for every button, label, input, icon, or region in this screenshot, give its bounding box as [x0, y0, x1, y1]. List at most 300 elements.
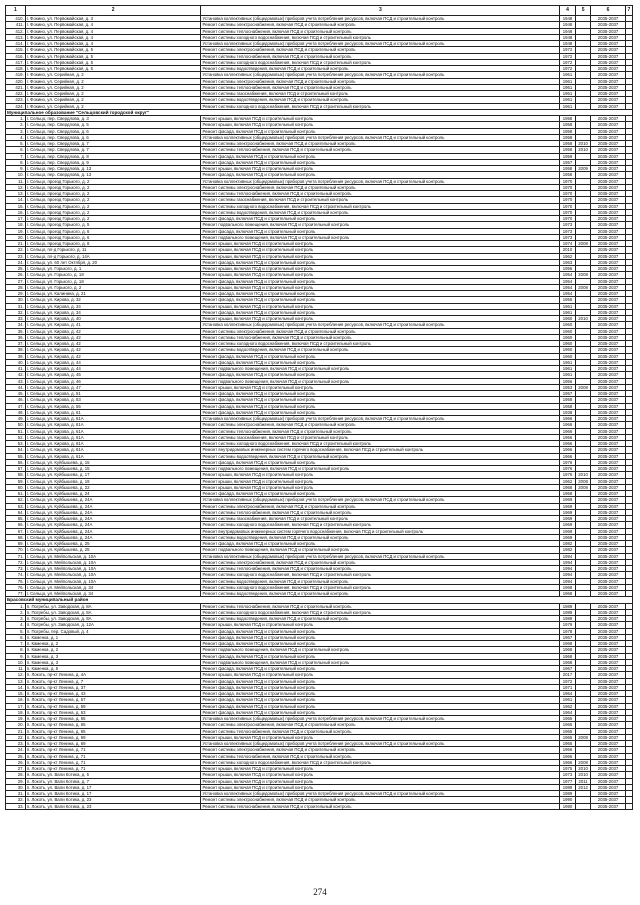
- work-type-cell: Ремонт системы электроснабжения, включая ПСД и строительный контроль: [201, 747, 560, 753]
- work-type-cell: Ремонт подвального помещения, включая ПСД и строительный контроль: [201, 378, 560, 384]
- year-built-cell: 1960: [560, 328, 576, 334]
- planned-period-cell: 2035-2037: [591, 41, 625, 47]
- work-type-cell: Ремонт фасада, включая ПСД и строительный контроль: [201, 697, 560, 703]
- work-type-cell: Ремонт фасада, включая ПСД и строительный контроль: [201, 541, 560, 547]
- last-repair-year-cell: 2010: [575, 147, 591, 153]
- row-number: 29.: [6, 778, 26, 784]
- planned-period-cell: 2035-2037: [591, 91, 625, 97]
- year-built-cell: 1958: [560, 403, 576, 409]
- planned-period-cell: 2035-2037: [591, 753, 625, 759]
- address-cell: г. Сельцо, ул. Кирова, д. 42: [25, 353, 201, 359]
- year-built-cell: 1975: [560, 766, 576, 772]
- address-cell: г. Сельцо, ул. Кирова, д. 61А: [25, 416, 201, 422]
- work-type-cell: Ремонт подвального помещения, включая ПСД и строительный контроль: [201, 466, 560, 472]
- year-built-cell: 1971: [560, 684, 576, 690]
- row-number: 61.: [6, 491, 26, 497]
- address-cell: г. Сельцо, ул. Куйбышева, д. 24А: [25, 522, 201, 528]
- year-built-cell: 1968: [560, 641, 576, 647]
- work-type-cell: Ремонт системы холодного водоснабжения, включая ПСД и строительный контроль: [201, 203, 560, 209]
- row-number: 27.: [6, 766, 26, 772]
- address-cell: г. Сельцо, ул. Мейпольская, д. 10А: [25, 578, 201, 584]
- row-number: 43.: [6, 378, 26, 384]
- address-cell: г. Фокино, ул. Первомайская, д. 3: [25, 16, 201, 22]
- row-number: 20.: [6, 234, 26, 240]
- work-type-cell: Ремонт крыши, включая ПСД и строительный контроль: [201, 622, 560, 628]
- planned-period-cell: 2035-2037: [591, 347, 625, 353]
- work-type-cell: Ремонт крыши, включая ПСД и строительный контроль: [201, 384, 560, 390]
- year-built-cell: 1963: [560, 259, 576, 265]
- planned-period-cell: 2035-2037: [591, 603, 625, 609]
- work-type-cell: Ремонт крыши, включая ПСД и строительный контроль: [201, 166, 560, 172]
- address-cell: г. Фокино, ул. Первомайская, д. 5: [25, 66, 201, 72]
- planned-period-cell: 2035-2037: [591, 84, 625, 90]
- address-cell: г. Сельцо, ул. Куйбышева, д. 15: [25, 466, 201, 472]
- row-number: 69.: [6, 541, 26, 547]
- planned-period-cell: 2035-2037: [591, 153, 625, 159]
- year-built-cell: 1961: [560, 91, 576, 97]
- planned-period-cell: 2035-2037: [591, 409, 625, 415]
- year-built-cell: 1965: [560, 741, 576, 747]
- row-number: 23.: [6, 741, 26, 747]
- address-cell: п. Погребы, пер. Садовый, д. 4: [25, 628, 201, 634]
- year-built-cell: 1968: [560, 659, 576, 665]
- work-type-cell: Ремонт крыши, включая ПСД и строительный контроль: [201, 472, 560, 478]
- row-number: 67.: [6, 528, 26, 534]
- year-built-cell: 1994: [560, 572, 576, 578]
- planned-period-cell: 2035-2037: [591, 78, 625, 84]
- address-cell: г. Сельцо, пер. Свердлова, д. 9: [25, 159, 201, 165]
- work-type-cell: Ремонт крыши, включая ПСД и строительный контроль: [201, 253, 560, 259]
- work-type-cell: Ремонт подвального помещения, включая ПСД и строительный контроль: [201, 547, 560, 553]
- year-built-cell: 1965: [560, 722, 576, 728]
- year-built-cell: 1954: [560, 278, 576, 284]
- row-number: 59.: [6, 478, 26, 484]
- planned-period-cell: 2035-2037: [591, 384, 625, 390]
- year-built-cell: 1961: [560, 103, 576, 109]
- work-type-cell: Ремонт системы холодного водоснабжения, включая ПСД и строительный контроль: [201, 522, 560, 528]
- address-cell: п. Локоть, пр-кт Ленина, д. 65: [25, 716, 201, 722]
- row-number: 411.: [6, 22, 26, 28]
- last-repair-year-cell: 2011: [575, 778, 591, 784]
- planned-period-cell: 2035-2037: [591, 278, 625, 284]
- address-cell: г. Сельцо, ул. Куйбышева, д. 24А: [25, 503, 201, 509]
- planned-period-cell: 2035-2037: [591, 341, 625, 347]
- row-number: 75.: [6, 578, 26, 584]
- address-cell: г. Сельцо, проезд Горького, д. 8: [25, 241, 201, 247]
- work-type-cell: Установка коллективных (общедомовых) приборов учета потребления ресурсов, включая ПСД и строительный контроль: [201, 416, 560, 422]
- row-number: 14.: [6, 197, 26, 203]
- address-cell: г. Сельцо, проезд Горького, д. 6: [25, 228, 201, 234]
- row-number: 22.: [6, 247, 26, 253]
- year-built-cell: 1970: [560, 191, 576, 197]
- planned-period-cell: 2035-2037: [591, 741, 625, 747]
- work-type-cell: Ремонт крыши, включая ПСД и строительный контроль: [201, 672, 560, 678]
- year-built-cell: 1967: [560, 634, 576, 640]
- planned-period-cell: 2035-2037: [591, 634, 625, 640]
- row-number: 10.: [6, 659, 26, 665]
- row-number: 1.: [6, 603, 26, 609]
- row-number: 29.: [6, 291, 26, 297]
- work-type-cell: Ремонт системы холодного водоснабжения, включая ПСД и строительный контроль: [201, 759, 560, 765]
- work-type-cell: Ремонт фасада, включая ПСД и строительный контроль: [201, 653, 560, 659]
- address-cell: г. Сельцо, ул. Мейпольская, д. 10А: [25, 553, 201, 559]
- row-number: 416.: [6, 53, 26, 59]
- row-number: 33.: [6, 316, 26, 322]
- year-built-cell: 1968: [560, 647, 576, 653]
- planned-period-cell: 2035-2037: [591, 784, 625, 790]
- row-number: 17.: [6, 703, 26, 709]
- work-type-cell: Ремонт системы холодного водоснабжения, включая ПСД и строительный контроль: [201, 584, 560, 590]
- year-built-cell: 1961: [560, 303, 576, 309]
- planned-period-cell: 2035-2037: [591, 459, 625, 465]
- row-number: 25.: [6, 266, 26, 272]
- row-number: 30.: [6, 297, 26, 303]
- address-cell: г. Сельцо, ул. Куйбышева, д. 24А: [25, 497, 201, 503]
- year-built-cell: 1994: [560, 566, 576, 572]
- address-cell: г. Сельцо, ул. Куйбышева, д. 24А: [25, 509, 201, 515]
- year-built-cell: 1972: [560, 678, 576, 684]
- row-number: 3.: [6, 128, 26, 134]
- address-cell: г. Сельцо, пл-д Горького, д. 11: [25, 247, 201, 253]
- header-col-4: 4: [560, 6, 576, 16]
- last-repair-year-cell: 2010: [575, 316, 591, 322]
- year-built-cell: 1954: [560, 291, 576, 297]
- year-built-cell: 1976: [560, 466, 576, 472]
- work-type-cell: Ремонт системы теплоснабжения, включая ПСД и строительный контроль: [201, 191, 560, 197]
- year-built-cell: 1961: [560, 78, 576, 84]
- address-cell: г. Сельцо, ул. 60 лет Октября, д. 20: [25, 259, 201, 265]
- work-type-cell: Ремонт фасада, включая ПСД и строительный контроль: [201, 128, 560, 134]
- planned-period-cell: 2035-2037: [591, 284, 625, 290]
- planned-period-cell: 2035-2037: [591, 422, 625, 428]
- year-built-cell: 1956: [560, 297, 576, 303]
- year-built-cell: 1966: [560, 416, 576, 422]
- work-type-cell: Установка коллективных (общедомовых) приборов учета потребления ресурсов, включая ПСД и строительный контроль: [201, 497, 560, 503]
- planned-period-cell: 2035-2037: [591, 53, 625, 59]
- address-cell: г. Сельцо, ул. Куйбышева, д. 19: [25, 478, 201, 484]
- planned-period-cell: 2035-2037: [591, 397, 625, 403]
- year-built-cell: 1973: [560, 772, 576, 778]
- work-type-cell: Ремонт системы водоотведения, включая ПСД и строительный контроль: [201, 534, 560, 540]
- address-cell: г. Сельцо, ул. Куйбышева, д. 24: [25, 491, 201, 497]
- row-number: 7.: [6, 641, 26, 647]
- work-type-cell: Ремонт фасада, включая ПСД и строительный контроль: [201, 397, 560, 403]
- work-type-cell: Ремонт системы газоснабжения, включая ПСД и строительный контроль: [201, 434, 560, 440]
- row-number: 56.: [6, 459, 26, 465]
- address-cell: г. Фокино, ул. Первомайская, д. 4: [25, 41, 201, 47]
- planned-period-cell: 2035-2037: [591, 697, 625, 703]
- planned-period-cell: 2035-2037: [591, 97, 625, 103]
- planned-period-cell: 2035-2037: [591, 116, 625, 122]
- row-number: 30.: [6, 784, 26, 790]
- row-number: 51.: [6, 428, 26, 434]
- year-built-cell: 1966: [560, 453, 576, 459]
- work-type-cell: Ремонт фасада, включая ПСД и строительный контроль: [201, 634, 560, 640]
- address-cell: г. Сельцо, проезд Горького, д. 2: [25, 191, 201, 197]
- address-cell: г. Сельцо, ул. Горького, д. 18: [25, 278, 201, 284]
- row-number: 31.: [6, 791, 26, 797]
- planned-period-cell: 2035-2037: [591, 716, 625, 722]
- year-built-cell: 1966: [560, 759, 576, 765]
- year-built-cell: 1972: [560, 53, 576, 59]
- planned-period-cell: 2035-2037: [591, 234, 625, 240]
- row-number: 60.: [6, 484, 26, 490]
- row-number: 414.: [6, 41, 26, 47]
- planned-period-cell: 2035-2037: [591, 159, 625, 165]
- planned-period-cell: 2035-2037: [591, 416, 625, 422]
- address-cell: г. Сельцо, ул. Кирова, д. 61: [25, 409, 201, 415]
- planned-period-cell: 2035-2037: [591, 541, 625, 547]
- work-type-cell: Ремонт фасада, включая ПСД и строительный контроль: [201, 216, 560, 222]
- planned-period-cell: 2035-2037: [591, 322, 625, 328]
- work-type-cell: Установка коллективных (общедомовых) приборов учета потребления ресурсов, включая ПСД и строительный контроль: [201, 134, 560, 140]
- address-cell: п. Локоть, пр-кт Ленина, д. 71: [25, 759, 201, 765]
- address-cell: г. Сельцо, ул. Кирова, д. 42: [25, 347, 201, 353]
- address-cell: п. Каменка, д. 3: [25, 659, 201, 665]
- year-built-cell: 1973: [560, 234, 576, 240]
- header-col-7: 7: [625, 6, 632, 16]
- row-number: 73.: [6, 566, 26, 572]
- year-built-cell: 1954: [560, 284, 576, 290]
- work-type-cell: Ремонт крыши, включая ПСД и строительный контроль: [201, 484, 560, 490]
- address-cell: п. Локоть, пр-кт Ленина, д. 59: [25, 703, 201, 709]
- planned-period-cell: 2035-2037: [591, 28, 625, 34]
- planned-period-cell: 2035-2037: [591, 372, 625, 378]
- work-type-cell: Ремонт системы теплоснабжения, включая ПСД и строительный контроль: [201, 428, 560, 434]
- row-number: 58.: [6, 472, 26, 478]
- address-cell: г. Сельцо, ул. Кирова, д. 44: [25, 359, 201, 365]
- address-cell: п. Локоть, пр-кт Ленина, д. 71: [25, 766, 201, 772]
- year-built-cell: 1966: [560, 434, 576, 440]
- section-title: Брасовский муниципальный район: [6, 597, 633, 603]
- address-cell: г. Сельцо, проезд Горького, д. 6: [25, 234, 201, 240]
- year-built-cell: 1969: [560, 528, 576, 534]
- work-type-cell: Ремонт системы холодного водоснабжения, включая ПСД и строительный контроль: [201, 341, 560, 347]
- year-built-cell: 1989: [560, 603, 576, 609]
- work-type-cell: Ремонт системы электроснабжения, включая ПСД и строительный контроль: [201, 559, 560, 565]
- row-number: 424.: [6, 103, 26, 109]
- work-type-cell: Ремонт подвального помещения, включая ПСД и строительный контроль: [201, 222, 560, 228]
- address-cell: г. Сельцо, ул. Горького, д. 18: [25, 272, 201, 278]
- work-type-cell: Ремонт фасада, включая ПСД и строительный контроль: [201, 691, 560, 697]
- planned-period-cell: 2035-2037: [591, 66, 625, 72]
- address-cell: г. Сельцо, ул. Калинина, д. 21: [25, 291, 201, 297]
- year-built-cell: 1960: [560, 341, 576, 347]
- work-type-cell: Ремонт фасада, включая ПСД и строительный контроль: [201, 359, 560, 365]
- work-type-cell: Ремонт системы теплоснабжения, включая ПСД и строительный контроль: [201, 753, 560, 759]
- extra-cell: [625, 803, 632, 809]
- row-number: 25.: [6, 753, 26, 759]
- address-cell: г. Сельцо, проезд Горького, д. 2: [25, 216, 201, 222]
- section-title: Муниципальное образование "Сельцовский городской округ": [6, 109, 633, 115]
- row-number: 2.: [6, 122, 26, 128]
- planned-period-cell: 2035-2037: [591, 353, 625, 359]
- planned-period-cell: 2035-2037: [591, 172, 625, 178]
- year-built-cell: 1989: [560, 784, 576, 790]
- year-built-cell: 1966: [560, 753, 576, 759]
- planned-period-cell: 2035-2037: [591, 247, 625, 253]
- work-type-cell: Ремонт системы теплоснабжения, включая ПСД и строительный контроль: [201, 566, 560, 572]
- planned-period-cell: 2035-2037: [591, 584, 625, 590]
- last-repair-year-cell: 2008: [575, 478, 591, 484]
- planned-period-cell: 2035-2037: [591, 103, 625, 109]
- work-type-cell: Ремонт системы теплоснабжения, включая ПСД и строительный контроль: [201, 728, 560, 734]
- work-type-cell: Ремонт системы водоотведения, включая ПСД и строительный контроль: [201, 347, 560, 353]
- row-number: 20.: [6, 722, 26, 728]
- year-built-cell: 1958: [560, 122, 576, 128]
- work-type-cell: Установка коллективных (общедомовых) приборов учета потребления ресурсов, включая ПСД и строительный контроль: [201, 16, 560, 22]
- year-built-cell: 1958: [560, 172, 576, 178]
- row-number: 42.: [6, 372, 26, 378]
- row-number: 28.: [6, 284, 26, 290]
- planned-period-cell: 2035-2037: [591, 272, 625, 278]
- row-number: 4.: [6, 622, 26, 628]
- row-number: 9.: [6, 166, 26, 172]
- year-built-cell: 1973: [560, 222, 576, 228]
- address-cell: г. Сельцо, ул. Кирова, д. 61А: [25, 447, 201, 453]
- year-built-cell: 2010: [560, 247, 576, 253]
- year-built-cell: 1976: [560, 459, 576, 465]
- address-cell: п. Локоть, пр-кт Ленина, д. 65: [25, 728, 201, 734]
- planned-period-cell: 2035-2037: [591, 572, 625, 578]
- year-built-cell: 1982: [560, 541, 576, 547]
- address-cell: п. Погребы, ул. Заводская, д. 12А: [25, 622, 201, 628]
- planned-period-cell: 2035-2037: [591, 491, 625, 497]
- planned-period-cell: 2035-2037: [591, 166, 625, 172]
- row-number: 415.: [6, 47, 26, 53]
- last-repair-year-cell: 2012: [575, 784, 591, 790]
- year-built-cell: 1958: [560, 116, 576, 122]
- work-type-cell: Ремонт крыши, включая ПСД и строительный контроль: [201, 478, 560, 484]
- row-number: 47.: [6, 403, 26, 409]
- year-built-cell: 1961: [560, 72, 576, 78]
- year-built-cell: 1966: [560, 447, 576, 453]
- planned-period-cell: 2035-2037: [591, 553, 625, 559]
- header-col-2: 2: [25, 6, 201, 16]
- work-type-cell: Ремонт крыши, включая ПСД и строительный контроль: [201, 284, 560, 290]
- planned-period-cell: 2035-2037: [591, 566, 625, 572]
- work-type-cell: Установка коллективных (общедомовых) приборов учета потребления ресурсов, включая ПСД и строительный контроль: [201, 741, 560, 747]
- year-built-cell: 1948: [560, 41, 576, 47]
- address-cell: п. Локоть, пр-кт Ленина, д. 4А: [25, 672, 201, 678]
- work-type-cell: Ремонт фасада, включая ПСД и строительный контроль: [201, 278, 560, 284]
- planned-period-cell: 2035-2037: [591, 759, 625, 765]
- year-built-cell: 1968: [560, 653, 576, 659]
- work-type-cell: Ремонт фасада, включая ПСД и строительный контроль: [201, 409, 560, 415]
- planned-period-cell: 2035-2037: [591, 522, 625, 528]
- last-repair-year-cell: 2008: [575, 284, 591, 290]
- address-cell: п. Локоть, пр-кт Ленина, д. 57: [25, 697, 201, 703]
- row-number: 72.: [6, 559, 26, 565]
- address-cell: п. Каменка, д. 2: [25, 647, 201, 653]
- address-cell: п. Локоть, ул. Вали Котика, д. 23: [25, 803, 201, 809]
- year-built-cell: 1962: [560, 253, 576, 259]
- planned-period-cell: 2035-2037: [591, 628, 625, 634]
- year-built-cell: 1960: [560, 353, 576, 359]
- work-type-cell: Ремонт системы водоотведения, включая ПСД и строительный контроль: [201, 66, 560, 72]
- address-cell: г. Сельцо, ул. Кирова, д. 45: [25, 372, 201, 378]
- year-built-cell: 1968: [560, 591, 576, 597]
- year-built-cell: 1990: [560, 803, 576, 809]
- year-built-cell: 1965: [560, 734, 576, 740]
- planned-period-cell: 2035-2037: [591, 203, 625, 209]
- work-type-cell: Установка коллективных (общедомовых) приборов учета потребления ресурсов, включая ПСД и строительный контроль: [201, 178, 560, 184]
- year-built-cell: 1968: [560, 584, 576, 590]
- row-number: 55.: [6, 453, 26, 459]
- planned-period-cell: 2035-2037: [591, 528, 625, 534]
- row-number: 419.: [6, 72, 26, 78]
- work-type-cell: Ремонт крыши, включая ПСД и строительный контроль: [201, 241, 560, 247]
- work-type-cell: Ремонт системы электроснабжения, включая ПСД и строительный контроль: [201, 78, 560, 84]
- row-number: 21.: [6, 728, 26, 734]
- planned-period-cell: 2035-2037: [591, 122, 625, 128]
- year-built-cell: 1957: [560, 159, 576, 165]
- row-number: 33.: [6, 803, 26, 809]
- work-type-cell: Ремонт фасада, включая ПСД и строительный контроль: [201, 666, 560, 672]
- planned-period-cell: 2035-2037: [591, 447, 625, 453]
- year-built-cell: 1970: [560, 203, 576, 209]
- row-number: 16.: [6, 209, 26, 215]
- row-number: 52.: [6, 434, 26, 440]
- address-cell: г. Сельцо, ул. Кирова, д. 44: [25, 366, 201, 372]
- planned-period-cell: 2035-2037: [591, 184, 625, 190]
- row-number: 420.: [6, 78, 26, 84]
- address-cell: г. Фокино, ул. Первомайская, д. 5: [25, 59, 201, 65]
- row-number: 18.: [6, 222, 26, 228]
- address-cell: г. Сельцо, ул. Куйбышева, д. 17: [25, 472, 201, 478]
- row-number: 54.: [6, 447, 26, 453]
- planned-period-cell: 2035-2037: [591, 228, 625, 234]
- row-number: 21.: [6, 241, 26, 247]
- work-type-cell: Ремонт системы холодного водоснабжения, включая ПСД и строительный контроль: [201, 572, 560, 578]
- row-number: 4.: [6, 134, 26, 140]
- work-type-cell: Ремонт системы электроснабжения, включая ПСД и строительный контроль: [201, 797, 560, 803]
- work-type-cell: Ремонт внутридомовых инженерных систем горячего водоснабжения, включая ПСД и строительный контроль: [201, 528, 560, 534]
- year-built-cell: 1972: [560, 59, 576, 65]
- address-cell: г. Сельцо, ул. Мейпольская, д. 10А: [25, 566, 201, 572]
- planned-period-cell: 2035-2037: [591, 722, 625, 728]
- address-cell: г. Сельцо, ул. Кирова, д. 34: [25, 303, 201, 309]
- address-cell: п. Локоть, пр-кт Ленина, д. 65: [25, 722, 201, 728]
- year-built-cell: 1960: [560, 316, 576, 322]
- work-type-cell: Ремонт фасада, включая ПСД и строительный контроль: [201, 709, 560, 715]
- work-type-cell: Ремонт фасада, включая ПСД и строительный контроль: [201, 259, 560, 265]
- year-built-cell: 1958: [560, 397, 576, 403]
- year-built-cell: 1960: [560, 322, 576, 328]
- address-cell: г. Фокино, ул. Серийная, д. 2: [25, 103, 201, 109]
- planned-period-cell: 2035-2037: [591, 778, 625, 784]
- row-number: 45.: [6, 391, 26, 397]
- address-cell: п. Локоть, ул. Вали Котика, д. 17: [25, 784, 201, 790]
- year-built-cell: 1961: [560, 359, 576, 365]
- row-number: 34.: [6, 322, 26, 328]
- address-cell: г. Сельцо, ул. Кирова, д. 61А: [25, 441, 201, 447]
- address-cell: г. Сельцо, ул. Кирова, д. 47: [25, 384, 201, 390]
- work-type-cell: Ремонт системы холодного водоснабжения, включая ПСД и строительный контроль: [201, 609, 560, 615]
- planned-period-cell: 2035-2037: [591, 197, 625, 203]
- year-built-cell: 1962: [560, 478, 576, 484]
- planned-period-cell: 2035-2037: [591, 47, 625, 53]
- row-number: 38.: [6, 347, 26, 353]
- work-type-cell: Ремонт крыши, включая ПСД и строительный контроль: [201, 766, 560, 772]
- row-number: 16.: [6, 697, 26, 703]
- work-type-cell: Ремонт крыши, включая ПСД и строительный контроль: [201, 316, 560, 322]
- row-number: 423.: [6, 97, 26, 103]
- header-col-3: 3: [201, 6, 560, 16]
- planned-period-cell: 2035-2037: [591, 328, 625, 334]
- planned-period-cell: 2035-2037: [591, 672, 625, 678]
- table-body: [6, 6, 633, 810]
